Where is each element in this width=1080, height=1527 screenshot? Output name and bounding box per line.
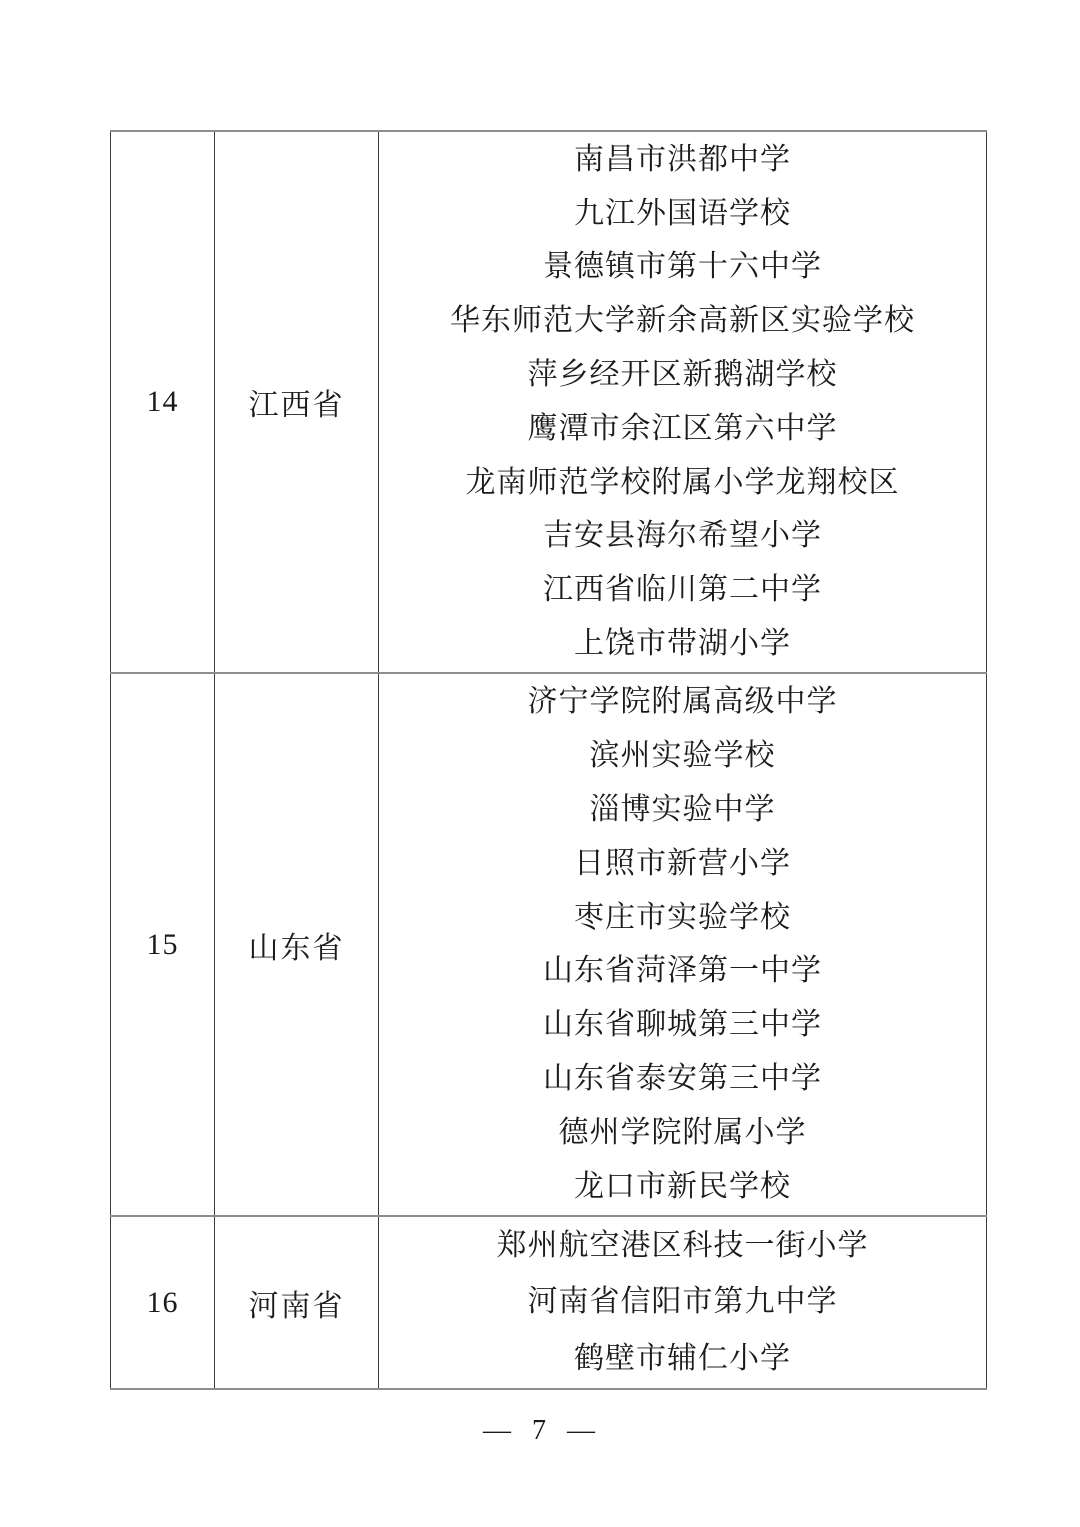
table-row bbox=[111, 131, 987, 673]
school-name: 吉安县海尔希望小学 bbox=[543, 519, 822, 553]
schools-list bbox=[379, 1218, 986, 1387]
school-name: 滨州实验学校 bbox=[589, 738, 776, 772]
school-name: 河南省信阳市第九中学 bbox=[527, 1285, 838, 1319]
school-name: 龙南师范学校附属小学龙翔校区 bbox=[465, 465, 900, 499]
province-cell: 江西省 bbox=[215, 131, 379, 673]
row-number-cell: 14 bbox=[111, 131, 215, 673]
school-name: 龙口市新民学校 bbox=[574, 1169, 791, 1203]
school-name: 华东师范大学新余高新区实验学校 bbox=[450, 304, 915, 338]
school-name: 淄博实验中学 bbox=[589, 792, 776, 826]
school-name: 萍乡经开区新鹅湖学校 bbox=[527, 358, 838, 392]
school-name: 南昌市洪都中学 bbox=[574, 142, 791, 176]
school-name: 鹤壁市辅仁小学 bbox=[574, 1341, 791, 1375]
schools-cell bbox=[379, 1216, 987, 1389]
school-name: 九江外国语学校 bbox=[574, 196, 791, 230]
schools-list bbox=[379, 133, 986, 671]
school-name: 枣庄市实验学校 bbox=[574, 900, 791, 934]
province-cell: 山东省 bbox=[215, 673, 379, 1216]
school-name: 日照市新营小学 bbox=[574, 846, 791, 880]
table-body bbox=[111, 131, 987, 1389]
school-name: 上饶市带湖小学 bbox=[574, 627, 791, 661]
school-name: 郑州航空港区科技一街小学 bbox=[496, 1229, 869, 1263]
school-name: 景德镇市第十六中学 bbox=[543, 250, 822, 284]
province-cell: 河南省 bbox=[215, 1216, 379, 1389]
page-number: — 7 — bbox=[483, 1415, 597, 1446]
school-name: 山东省菏泽第一中学 bbox=[543, 954, 822, 988]
school-name: 济宁学院附属高级中学 bbox=[527, 684, 838, 718]
row-number-cell: 15 bbox=[111, 673, 215, 1216]
school-name: 山东省泰安第三中学 bbox=[543, 1062, 822, 1096]
table-row bbox=[111, 1216, 987, 1389]
schools-cell bbox=[379, 131, 987, 673]
school-name: 山东省聊城第三中学 bbox=[543, 1008, 822, 1042]
schools-cell bbox=[379, 673, 987, 1216]
school-name: 江西省临川第二中学 bbox=[543, 573, 822, 607]
schools-list bbox=[379, 675, 986, 1214]
province-schools-table bbox=[110, 130, 987, 1390]
school-name: 德州学院附属小学 bbox=[558, 1116, 807, 1150]
row-number-cell: 16 bbox=[111, 1216, 215, 1389]
table-row bbox=[111, 673, 987, 1216]
school-name: 鹰潭市余江区第六中学 bbox=[527, 411, 838, 445]
